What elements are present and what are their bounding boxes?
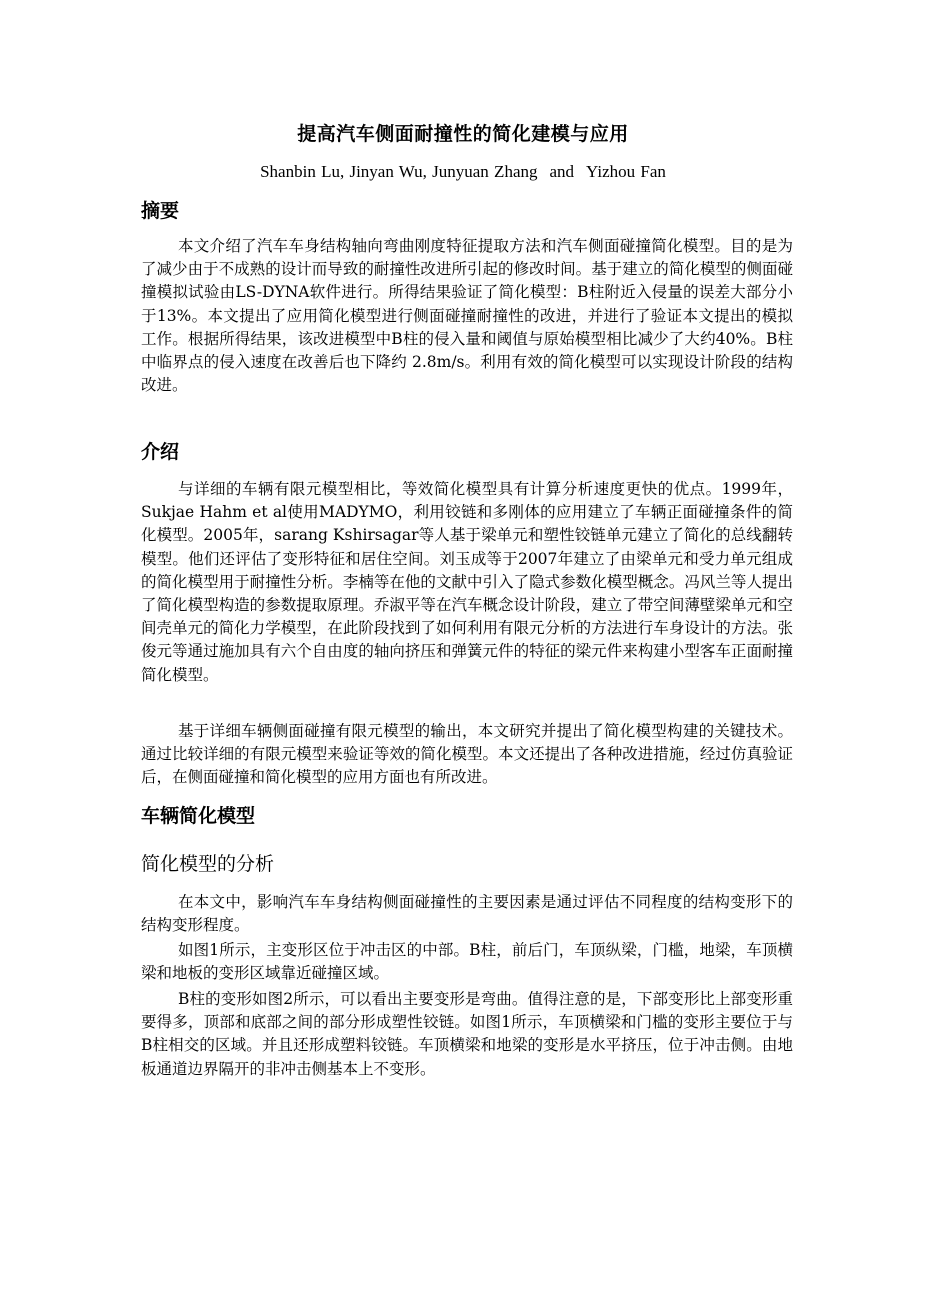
abstract-paragraph: 本文介绍了汽车车身结构轴向弯曲刚度特征提取方法和汽车侧面碰撞简化模型。目的是为了减少由于不成熟的设计而导致的耐撞性改进所引起的修改时间。基于建立的简化模型的侧面碰撞模拟试验由LS-DYNA软件进行。所得结果验证了简化模型：B柱附近入侵量的误差大部分小于13%。本文提出了应用简化模型进行侧面碰撞耐撞性的改进，并进行了验证本文提出的模拟工作。根据所得结果，该改进模型中B柱的侵入量和阈值与原始模型相比减少了大约40%。B柱中临界点的侵入速度在改善后也下降约 2.8m/s。利用有效的简化模型可以实现设计阶段的结构改进。: [141, 237, 793, 395]
author-line: [0, 160, 926, 184]
model-heading: 车辆简化模型: [141, 805, 256, 827]
authors-and: and: [549, 162, 575, 181]
authors-main: Shanbin Lu, Jinyan Wu, Junyuan Zhang: [260, 162, 538, 181]
analysis-paragraph-2: 如图1所示，主变形区位于冲击区的中部。B柱，前后门，车顶纵梁，门槛，地梁，车顶横梁和地板的变形区域靠近碰撞区域。: [141, 941, 793, 983]
intro-paragraph-2: 基于详细车辆侧面碰撞有限元模型的输出，本文研究并提出了简化模型构建的关键技术。通过比较详细的有限元模型来验证等效的简化模型。本文还提出了各种改进措施，经过仿真验证后，在侧面碰撞和简化模型的应用方面也有所改进。: [141, 722, 793, 787]
paper-title: 提高汽车侧面耐撞性的简化建模与应用: [297, 123, 629, 145]
intro-paragraph-1: 与详细的车辆有限元模型相比，等效简化模型具有计算分析速度更快的优点。1999年，Sukjae Hahm et al使用MADYMO，利用铰链和多刚体的应用建立了车辆正面碰撞条件的简化模型。2005年，sarang Kshirsagar等人基于梁单元和塑性铰链单元建立了简化的总线翻转模型。他们还评估了变形特征和居住空间。刘玉成等于2007年建立了由梁单元和受力单元组成的简化模型用于耐撞性分析。李楠等在他的文献中引入了隐式参数化模型概念。冯风兰等人提出了简化模型构造的参数提取原理。乔淑平等在汽车概念设计阶段，建立了带空间薄壁梁单元和空间壳单元的简化力学模型，在此阶段找到了如何利用有限元分析的方法进行车身设计的方法。张俊元等通过施加具有六个自由度的轴向挤压和弹簧元件的特征的梁元件来构建小型客车正面耐撞简化模型。: [141, 480, 793, 684]
analysis-paragraph-3: B柱的变形如图2所示，可以看出主要变形是弯曲。值得注意的是，下部变形比上部变形重要得多，顶部和底部之间的部分形成塑性铰链。如图1所示，车顶横梁和门槛的变形主要位于与B柱相交的区域。并且还形成塑料铰链。车顶横梁和地梁的变形是水平挤压，位于冲击侧。由地板通道边界隔开的非冲击侧基本上不变形。: [141, 990, 793, 1078]
authors-last: Yizhou Fan: [586, 162, 666, 181]
analysis-subheading: 简化模型的分析: [141, 853, 275, 875]
analysis-paragraph-1: 在本文中，影响汽车车身结构侧面碰撞性的主要因素是通过评估不同程度的结构变形下的结构变形程度。: [141, 893, 793, 935]
abstract-heading: 摘要: [141, 200, 180, 222]
intro-heading: 介绍: [141, 441, 180, 463]
